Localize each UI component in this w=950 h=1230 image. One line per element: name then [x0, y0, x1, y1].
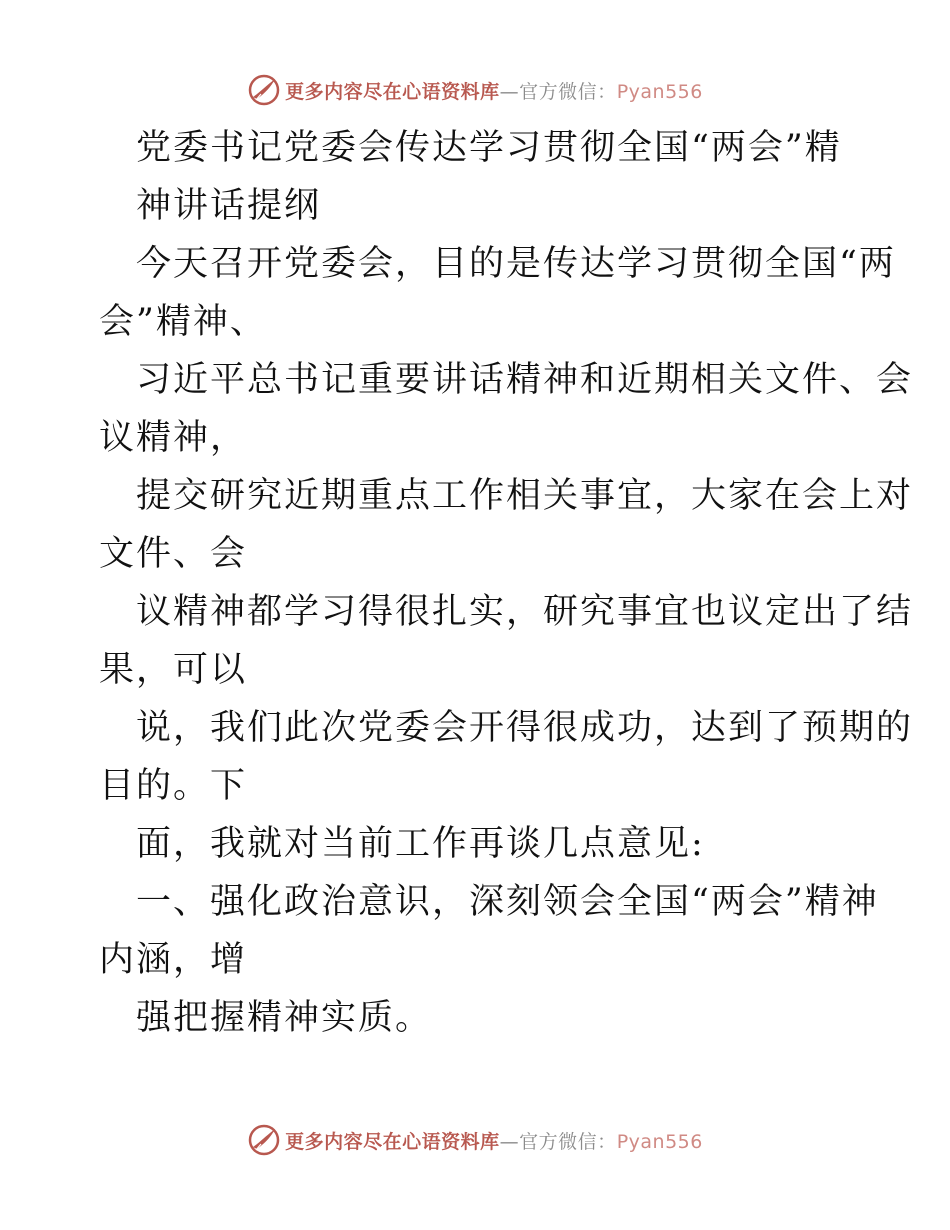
paragraph-line: 目的。下 [99, 766, 248, 806]
watermark-dash: — [499, 1130, 520, 1153]
watermark-handle: Pyan556 [616, 1130, 703, 1153]
section-heading-line: 强把握精神实质。 [136, 998, 433, 1038]
paragraph-line: 今天召开党委会，目的是传达学习贯彻全国“两 [136, 244, 896, 284]
header-watermark [0, 70, 950, 110]
watermark-handle: Pyan556 [616, 80, 703, 103]
watermark-official: 官方微信： [519, 1130, 617, 1153]
paragraph-line: 提交研究近期重点工作相关事宜，大家在会上对 [136, 476, 914, 516]
paragraph-line: 面，我就对当前工作再谈几点意见: [136, 824, 705, 864]
quill-logo-icon [247, 73, 281, 107]
paragraph-line: 果，可以 [99, 650, 248, 690]
section-heading-line: 一、强化政治意识，深刻领会全国“两会”精神 [136, 882, 879, 922]
paragraph-line: 说，我们此次党委会开得很成功，达到了预期的 [136, 708, 914, 748]
paragraph-line: 会”精神、 [99, 302, 267, 342]
paragraph-line: 议精神都学习得很扎实，研究事宜也议定出了结 [136, 592, 914, 632]
title-line-1: 党委书记党委会传达学习贯彻全国“两会”精 [136, 128, 842, 168]
paragraph-line: 文件、会 [99, 534, 248, 574]
paragraph-line: 习近平总书记重要讲话精神和近期相关文件、会 [136, 360, 914, 400]
quill-logo-icon [247, 1123, 281, 1157]
watermark-text [285, 77, 703, 104]
watermark-brand: 更多内容尽在心语资料库 [285, 1130, 500, 1153]
watermark-official: 官方微信： [519, 80, 617, 103]
section-heading-line: 内涵，增 [99, 940, 248, 980]
paragraph-line: 议精神， [99, 418, 248, 458]
watermark-dash: — [499, 80, 520, 103]
watermark-brand: 更多内容尽在心语资料库 [285, 80, 500, 103]
title-line-2: 神讲话提纲 [136, 186, 322, 226]
watermark-text [285, 1127, 703, 1154]
footer-watermark [0, 1120, 950, 1160]
